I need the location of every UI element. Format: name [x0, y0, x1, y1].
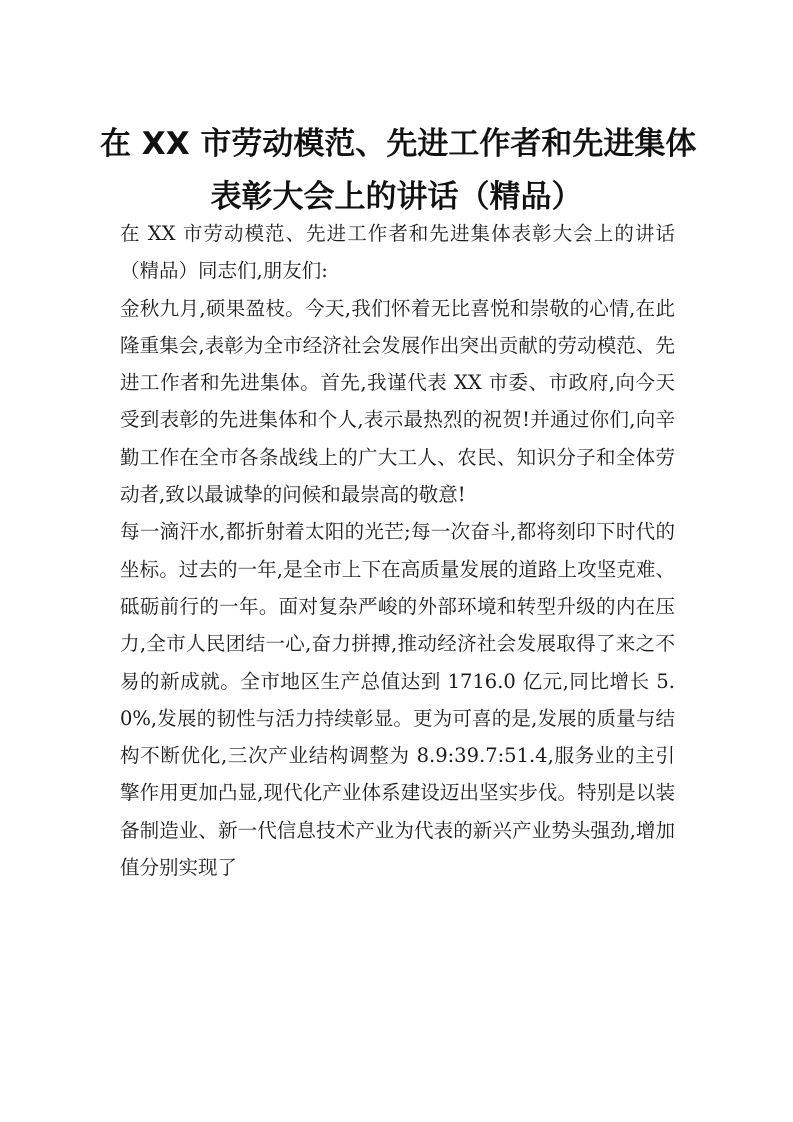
document-title [100, 118, 697, 224]
document-body [120, 215, 675, 886]
paragraph-intro: 在 XX 市劳动模范、先进工作者和先进集体表彰大会上的讲话（精品）同志们,朋友们: [120, 222, 675, 283]
title-line-1: 在 XX 市劳动模范、先进工作者和先进集体 [100, 126, 697, 162]
title-line-2: 表彰大会上的讲话（精品） [210, 179, 583, 215]
paragraph-greeting: 金秋九月,硕果盈枝。今天,我们怀着无比喜悦和崇敬的心情,在此隆重集会,表彰为全市经济社会发展作出突出贡献的劳动模范、先进工作者和先进集体。首先,我谨代表 XX 市委、市政府,向今天受到表彰的先进集体和个人,表示最热烈的祝贺!并通过你们,向辛勤工作在全市各条战线上的广大工人、农民、知识分子和全体劳动者,致以最诚挚的问候和最崇高的敬意! [120, 296, 675, 507]
paragraph-achievements: 每一滴汗水,都折射着太阳的光芒;每一次奋斗,都将刻印下时代的坐标。过去的一年,是全市上下在高质量发展的道路上攻坚克难、砥砺前行的一年。面对复杂严峻的外部环境和转型升级的内在压力,全市人民团结一心,奋力拼搏,推动经济社会发展取得了来之不易的新成就。全市地区生产总值达到 1716.0 亿元,同比增长 5.0%,发展的韧性与活力持续彰显。更为可喜的是,发展的质量与结构不断优化,三次产业结构调整为 8.9:39.7:51.4,服务业的主引擎作用更加凸显,现代化产业体系建设迈出坚实步伐。特别是以装备制造业、新一代信息技术产业为代表的新兴产业势头强劲,增加值分别实现了 [120, 520, 675, 880]
